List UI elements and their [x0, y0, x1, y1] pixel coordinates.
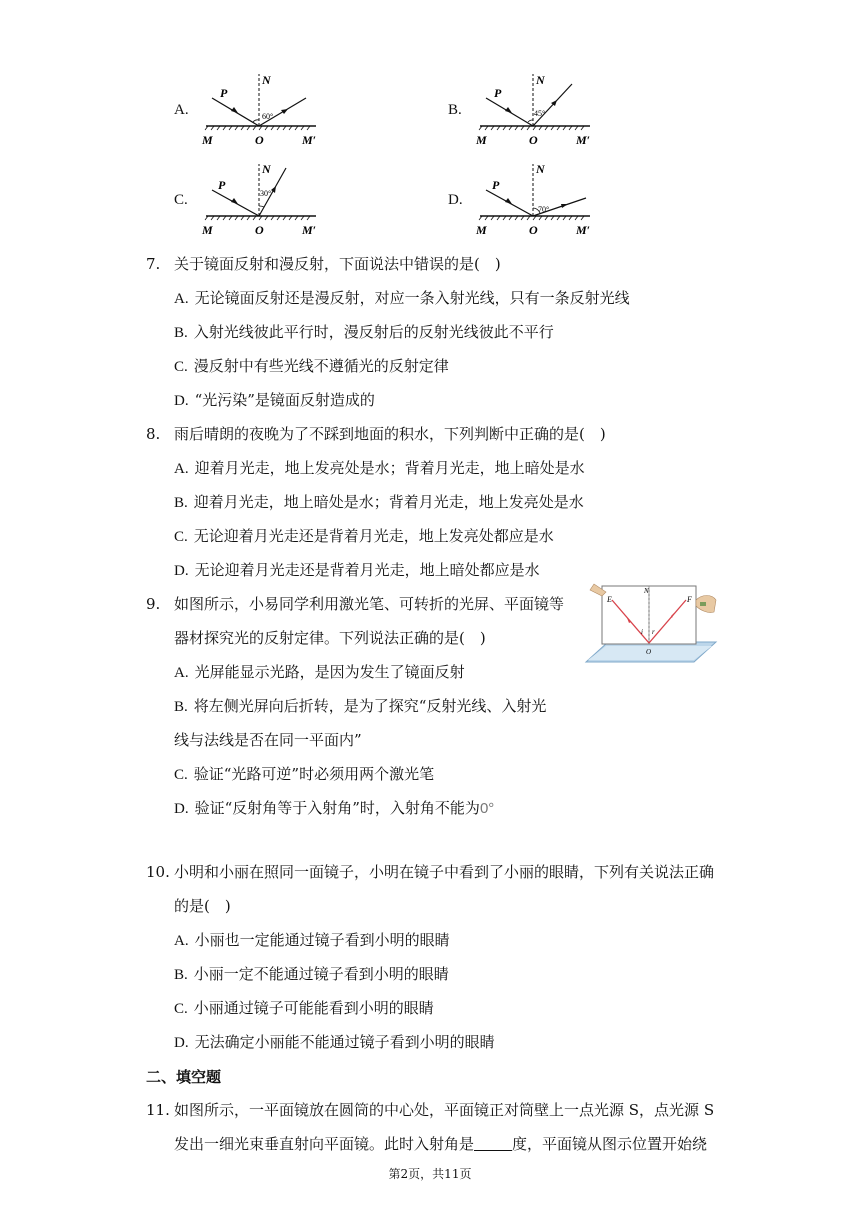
question-7-stem — [146, 254, 501, 274]
label-m: M — [202, 223, 213, 237]
question-9-option-b-line2: 线与法线是否在同一平面内” — [174, 731, 362, 749]
label-p: P — [494, 86, 502, 100]
reflection-diagram-d — [472, 160, 596, 238]
question-text: 关于镜面反射和漫反射，下面说法中错误的是( ) — [174, 255, 501, 273]
question-text: 如图所示，小易同学利用激光笔、可转折的光屏、平面镜等 — [174, 595, 565, 613]
label-m-prime: M′ — [576, 133, 591, 147]
angle-label: 70° — [538, 205, 550, 214]
label-e: E — [607, 595, 612, 604]
option-label-b: B. — [448, 102, 462, 118]
question-number: 7. — [146, 255, 161, 273]
reflection-diagram-b — [472, 72, 596, 148]
question-10-option-c: C. 小丽通过镜子可能能看到小明的眼睛 — [174, 999, 434, 1017]
question-10-option-d: D. 无法确定小丽能不能通过镜子看到小明的眼睛 — [174, 1033, 495, 1051]
question-8-option-b: B. 迎着月光走，地上暗处是水；背着月光走，地上发亮处是水 — [174, 493, 584, 511]
page-footer: 第2页，共11页 — [388, 1167, 472, 1181]
section-title: 二、填空题 — [146, 1068, 222, 1086]
label-m-prime: M′ — [302, 133, 317, 147]
question-9-stem-line2: 器材探究光的反射定律。下列说法正确的是( ) — [174, 629, 486, 647]
label-o: O — [255, 223, 264, 237]
label-f: F — [687, 595, 692, 604]
question-7-option-a: A. 无论镜面反射还是漫反射，对应一条入射光线，只有一条反射光线 — [174, 289, 630, 307]
question-8-option-a: A. 迎着月光走，地上发亮处是水；背着月光走，地上暗处是水 — [174, 459, 585, 477]
label-m-prime: M′ — [302, 223, 317, 237]
question-number: 10. — [146, 863, 170, 881]
angle-label: 60° — [262, 112, 274, 121]
question-number: 8. — [146, 425, 161, 443]
question-10-option-b: B. 小丽一定不能通过镜子看到小明的眼睛 — [174, 965, 449, 983]
label-m: M — [202, 133, 213, 147]
label-i: i — [641, 628, 643, 636]
question-10-stem-line2: 的是( ) — [174, 897, 231, 915]
answer-blank[interactable] — [474, 1136, 512, 1151]
label-o: O — [529, 223, 538, 237]
question-9-option-a: A. 光屏能显示光路，是因为发生了镜面反射 — [174, 663, 465, 681]
question-9-option-d: D. 验证“反射角等于入射角”时，入射角不能为0° — [174, 799, 495, 817]
laser-experiment-figure — [584, 580, 720, 664]
question-text: 如图所示，一平面镜放在圆筒的中心处，平面镜正对筒壁上一点光源 S，点光源 S — [174, 1101, 715, 1119]
question-9-option-c: C. 验证“光路可逆”时必须用两个激光笔 — [174, 765, 435, 783]
angle-label: 30° — [260, 189, 272, 198]
label-n: N — [262, 73, 271, 87]
label-n: N — [536, 73, 545, 87]
label-m: M — [476, 223, 487, 237]
question-text: 小明和小丽在照同一面镜子，小明在镜子中看到了小丽的眼睛，下列有关说法正确 — [174, 863, 715, 881]
question-number: 11. — [146, 1101, 170, 1119]
option-label-c: C. — [174, 192, 188, 208]
label-p: P — [220, 86, 228, 100]
question-10-stem — [146, 862, 714, 882]
question-8-stem — [146, 424, 606, 444]
question-11-line2: 发出一细光束垂直射向平面镜。此时入射角是 度，平面镜从图示位置开始绕 — [174, 1135, 708, 1153]
label-r: r — [652, 628, 655, 636]
question-8-option-d: D. 无论迎着月光走还是背着月光走，地上暗处都应是水 — [174, 561, 540, 579]
question-number: 9. — [146, 595, 161, 613]
label-o: O — [646, 648, 652, 656]
question-8-option-c: C. 无论迎着月光走还是背着月光走，地上发亮处都应是水 — [174, 527, 554, 545]
label-n: N — [644, 587, 649, 595]
option-label-d: D. — [448, 192, 463, 208]
reflection-diagram-c — [198, 160, 322, 238]
question-7-option-d: D. “光污染”是镜面反射造成的 — [174, 391, 375, 409]
option-label-a: A. — [174, 102, 189, 118]
question-10-option-a: A. 小丽也一定能通过镜子看到小明的眼睛 — [174, 931, 450, 949]
label-o: O — [529, 133, 538, 147]
reflection-diagram-a — [198, 72, 322, 148]
question-11-stem — [146, 1100, 714, 1120]
label-p: P — [218, 178, 226, 192]
question-7-option-c: C. 漫反射中有些光线不遵循光的反射定律 — [174, 357, 449, 375]
zero-degree: 0° — [479, 800, 495, 817]
label-p: P — [492, 178, 500, 192]
label-m-prime: M′ — [576, 223, 591, 237]
question-9-stem — [146, 594, 564, 614]
question-9-option-b: B. 将左侧光屏向后折转，是为了探究“反射光线、入射光 — [174, 697, 547, 715]
label-n: N — [262, 162, 271, 176]
label-m: M — [476, 133, 487, 147]
label-o: O — [255, 133, 264, 147]
label-n: N — [536, 162, 545, 176]
question-7-option-b: B. 入射光线彼此平行时，漫反射后的反射光线彼此不平行 — [174, 323, 554, 341]
angle-label: 45° — [534, 109, 546, 118]
question-text: 雨后晴朗的夜晚为了不踩到地面的积水，下列判断中正确的是( ) — [174, 425, 606, 443]
